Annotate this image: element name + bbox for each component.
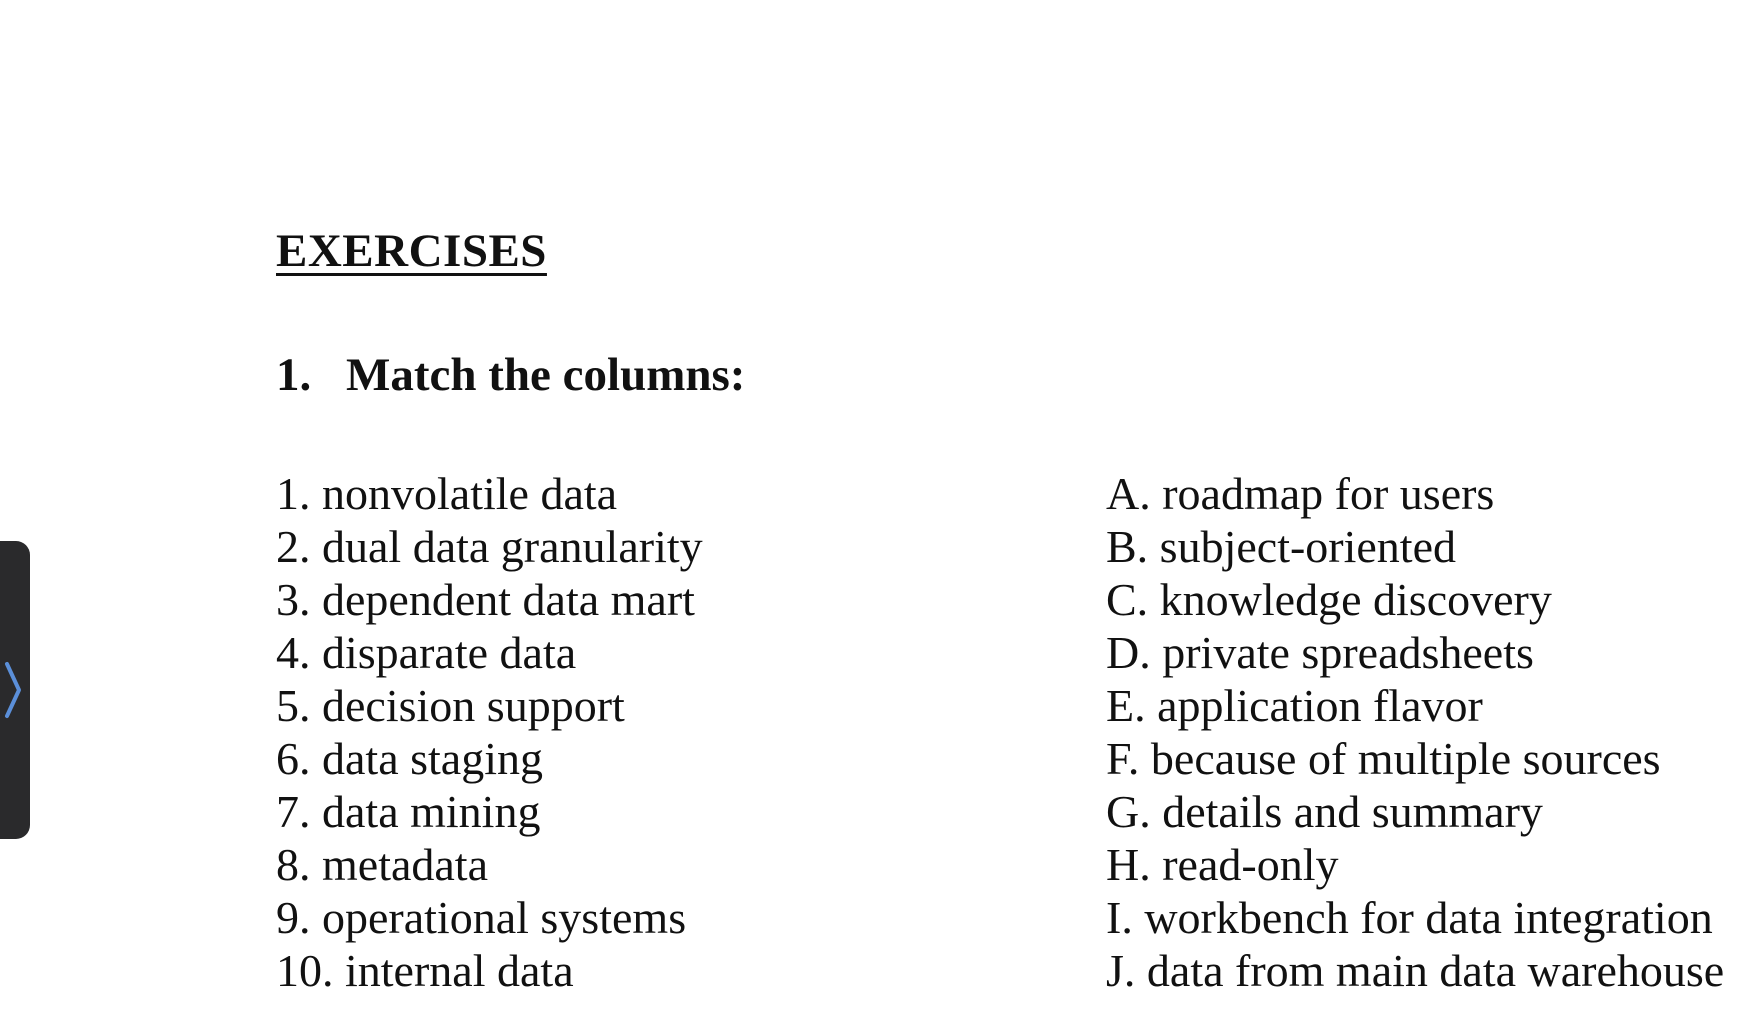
page-heading: EXERCISES	[276, 225, 547, 277]
left-column-item: 6. data staging	[276, 733, 543, 784]
chevron-right-icon	[4, 660, 22, 720]
side-panel-handle[interactable]	[0, 541, 30, 839]
right-column-item: B. subject-oriented	[1106, 521, 1457, 572]
left-column-item: 4. disparate data	[276, 627, 577, 678]
right-column-item: C. knowledge discovery	[1106, 574, 1552, 625]
right-column-item: A. roadmap for users	[1106, 468, 1495, 519]
question-number: 1.	[276, 349, 312, 401]
question-title	[276, 350, 745, 402]
right-column-item: I. workbench for data integration	[1106, 892, 1713, 943]
right-column-list	[1106, 467, 1724, 997]
question-text: Match the columns:	[346, 349, 746, 401]
left-column-item: 5. decision support	[276, 680, 625, 731]
right-column-item: H. read-only	[1106, 839, 1339, 890]
left-column-item: 2. dual data granularity	[276, 521, 703, 572]
left-column-item: 10. internal data	[276, 945, 574, 996]
right-column-item: E. application flavor	[1106, 680, 1483, 731]
left-column-list	[276, 467, 703, 997]
right-column-item: J. data from main data warehouse	[1106, 945, 1725, 996]
left-column-item: 8. metadata	[276, 839, 489, 890]
left-column-item: 9. operational systems	[276, 892, 687, 943]
right-column-item: D. private spreadsheets	[1106, 627, 1534, 678]
right-column-item: G. details and summary	[1106, 786, 1543, 837]
left-column-item: 1. nonvolatile data	[276, 468, 618, 519]
right-column-item: F. because of multiple sources	[1106, 733, 1661, 784]
left-column-item: 7. data mining	[276, 786, 541, 837]
left-column-item: 3. dependent data mart	[276, 574, 695, 625]
